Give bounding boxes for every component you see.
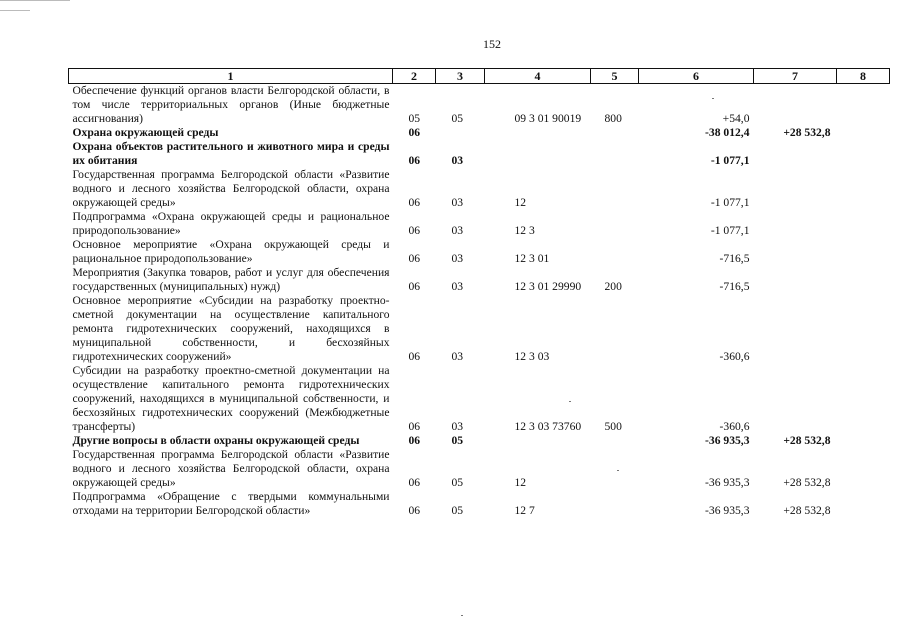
expense-type-cell: [591, 126, 639, 140]
scan-speck: [712, 98, 714, 99]
target-article-cell: [485, 140, 591, 168]
amount-cell: -1 077,1: [710, 154, 750, 167]
expense-type-cell: [591, 210, 639, 238]
amount-cell: [754, 84, 837, 127]
header-row: [69, 69, 890, 84]
expense-type-cell: [591, 490, 639, 518]
amount-cell: +28 532,8: [783, 504, 831, 517]
table-row: [69, 490, 890, 518]
section-code-cell: 06: [408, 252, 421, 265]
section-code-cell: 06: [408, 154, 421, 167]
scan-edge-line: [0, 10, 30, 11]
table-row: [69, 434, 890, 448]
section-code-cell: 06: [408, 476, 421, 489]
subsection-code-cell: 05: [451, 476, 464, 489]
scan-speck: [569, 401, 571, 402]
table-row: [69, 126, 890, 140]
subsection-code-cell: 03: [451, 224, 464, 237]
amount-cell: -36 935,3: [705, 434, 750, 447]
amount-cell: [837, 140, 890, 168]
amount-cell: +54,0: [722, 112, 750, 125]
column-header: 7: [754, 69, 837, 84]
subsection-code-cell: 03: [451, 420, 464, 433]
row-name-cell: Обеспечение функций органов власти Белгородской области, в том числе территориальных органов (Иные бюджетные ассигнования): [72, 84, 390, 125]
table-row: [69, 84, 890, 127]
target-article-cell: 12 3 03: [514, 350, 550, 363]
table-row: [69, 294, 890, 364]
table-body: [69, 84, 890, 519]
expense-type-cell: 800: [604, 112, 622, 125]
table-row: [69, 448, 890, 490]
target-article-cell: 12: [514, 196, 527, 209]
amount-cell: -36 935,3: [705, 504, 750, 517]
expense-type-cell: [591, 168, 639, 210]
column-header: 5: [591, 69, 639, 84]
amount-cell: -360,6: [719, 420, 750, 433]
page-number: 152: [483, 37, 501, 51]
target-article-cell: 12 3 01: [514, 252, 550, 265]
table-row: [69, 266, 890, 294]
table-row: [69, 210, 890, 238]
expense-type-cell: 200: [604, 280, 622, 293]
row-name-cell: Другие вопросы в области охраны окружающей среды: [72, 434, 360, 447]
amount-cell: [837, 266, 890, 294]
row-name-cell: Основное мероприятие «Субсидии на разработку проектно-сметной документации на осуществление капитального ремонта гидротехнических сооружений, находящихся в муниципальной собственности, и бесхозяйных гидротехнических сооружений»: [72, 294, 390, 363]
amount-cell: [754, 364, 837, 434]
section-code-cell: 06: [408, 434, 421, 447]
row-name-cell: Подпрограмма «Охрана окружающей среды и рациональное природопользование»: [72, 210, 390, 237]
amount-cell: [837, 84, 890, 127]
target-article-cell: 12: [514, 476, 527, 489]
amount-cell: +28 532,8: [783, 126, 831, 139]
amount-cell: [837, 168, 890, 210]
target-article-cell: 12 3: [514, 224, 535, 237]
budget-table: [68, 68, 890, 518]
amount-cell: [754, 140, 837, 168]
subsection-code-cell: 05: [451, 434, 464, 447]
section-code-cell: 06: [408, 350, 421, 363]
subsection-code-cell: 03: [451, 280, 464, 293]
column-header: 6: [639, 69, 754, 84]
row-name-cell: Мероприятия (Закупка товаров, работ и услуг для обеспечения государственных (муниципальных) нужд): [72, 266, 390, 293]
amount-cell: -716,5: [719, 280, 750, 293]
table-row: [69, 364, 890, 434]
row-name-cell: Государственная программа Белгородской области «Развитие водного и лесного хозяйства Белгородской области, охрана окружающей среды»: [72, 168, 390, 209]
subsection-code-cell: 03: [451, 196, 464, 209]
row-name-cell: Государственная программа Белгородской области «Развитие водного и лесного хозяйства Белгородской области, охрана окружающей среды»: [72, 448, 390, 489]
amount-cell: -1 077,1: [710, 224, 750, 237]
expense-type-cell: [591, 140, 639, 168]
column-header: 8: [837, 69, 890, 84]
amount-cell: [837, 210, 890, 238]
scan-speck: [617, 470, 619, 471]
table-row: [69, 238, 890, 266]
amount-cell: [837, 434, 890, 448]
target-article-cell: 12 3 01 29990: [514, 280, 582, 293]
amount-cell: -360,6: [719, 350, 750, 363]
row-name-cell: Охрана объектов растительного и животного мира и среды их обитания: [72, 140, 390, 167]
amount-cell: [754, 238, 837, 266]
subsection-code-cell: 05: [451, 504, 464, 517]
row-name-cell: Основное мероприятие «Охрана окружающей среды и рациональное природопользование»: [72, 238, 390, 265]
expense-type-cell: 500: [604, 420, 622, 433]
amount-cell: +28 532,8: [783, 434, 831, 447]
amount-cell: [837, 126, 890, 140]
subsection-code-cell: 03: [451, 252, 464, 265]
amount-cell: -38 012,4: [705, 126, 750, 139]
amount-cell: -1 077,1: [710, 196, 750, 209]
amount-cell: [837, 448, 890, 490]
section-code-cell: 06: [408, 224, 421, 237]
amount-cell: -36 935,3: [705, 476, 750, 489]
expense-type-cell: [591, 434, 639, 448]
amount-cell: [837, 490, 890, 518]
amount-cell: [837, 294, 890, 364]
scan-speck: [461, 615, 463, 616]
amount-cell: [837, 364, 890, 434]
target-article-cell: 12 3 03 73760: [514, 420, 582, 433]
table-row: [69, 140, 890, 168]
amount-cell: [754, 210, 837, 238]
scan-edge-line: [0, 0, 70, 1]
section-code-cell: 06: [408, 280, 421, 293]
expense-type-cell: [591, 294, 639, 364]
table-row: [69, 168, 890, 210]
amount-cell: [754, 294, 837, 364]
subsection-code-cell: 03: [451, 350, 464, 363]
target-article-cell: 09 3 01 90019: [514, 112, 582, 125]
subsection-code-cell: 03: [451, 154, 464, 167]
column-header: 2: [393, 69, 436, 84]
column-header: 4: [485, 69, 591, 84]
section-code-cell: 06: [408, 126, 421, 139]
section-code-cell: 06: [408, 420, 421, 433]
row-name-cell: Подпрограмма «Обращение с твердыми коммунальными отходами на территории Белгородской области»: [72, 490, 390, 517]
section-code-cell: 06: [408, 504, 421, 517]
amount-cell: [837, 238, 890, 266]
amount-cell: +28 532,8: [783, 476, 831, 489]
section-code-cell: 06: [408, 196, 421, 209]
column-header: 3: [436, 69, 485, 84]
row-name-cell: Субсидии на разработку проектно-сметной документации на осуществление капитального ремонта гидротехнических сооружений, находящихся в муниципальной собственности, и бесхозяйных гидротехнических сооружений (Межбюджетные трансферты): [72, 364, 390, 433]
row-name-cell: Охрана окружающей среды: [72, 126, 219, 139]
column-header: 1: [69, 69, 393, 84]
subsection-code-cell: 05: [451, 112, 464, 125]
target-article-cell: [485, 434, 591, 448]
expense-type-cell: [591, 238, 639, 266]
amount-cell: -716,5: [719, 252, 750, 265]
target-article-cell: 12 7: [514, 504, 535, 517]
section-code-cell: 05: [408, 112, 421, 125]
target-article-cell: [485, 126, 591, 140]
expense-type-cell: [591, 448, 639, 490]
amount-cell: [754, 266, 837, 294]
amount-cell: [754, 168, 837, 210]
subsection-code-cell: [436, 126, 485, 140]
